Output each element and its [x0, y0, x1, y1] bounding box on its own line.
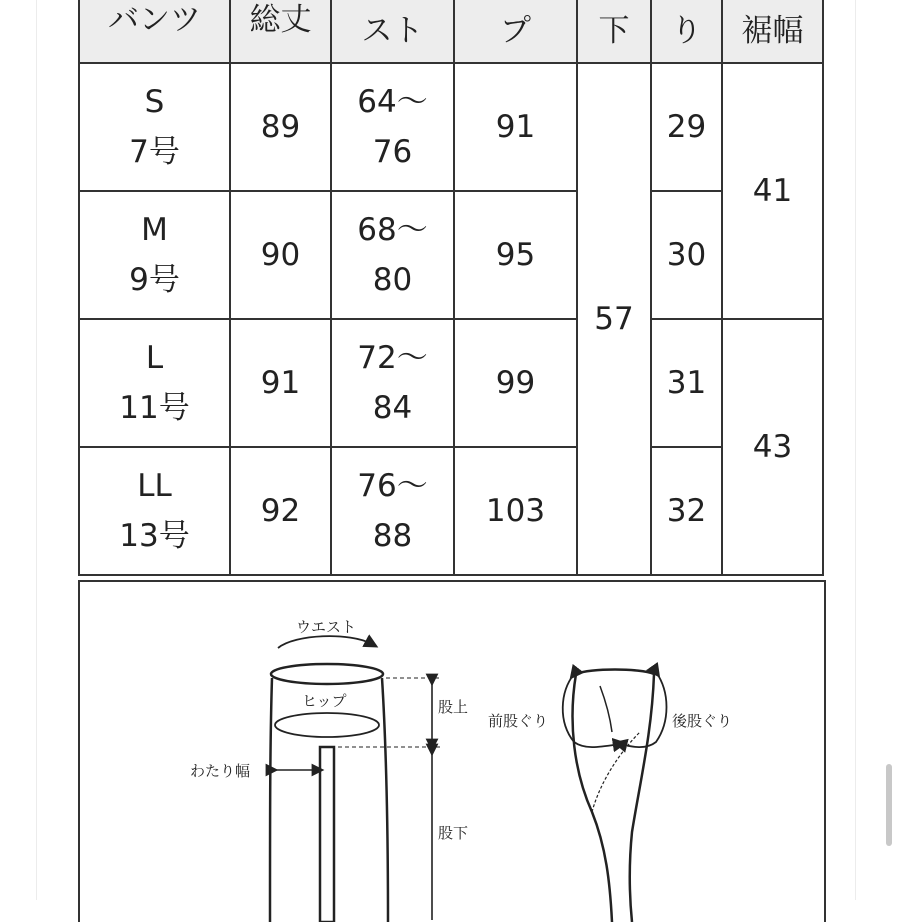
- side-pants-outline: [573, 670, 654, 922]
- size-cell: [79, 319, 230, 447]
- size-cell: [79, 63, 230, 191]
- total-length-cell: 90: [230, 191, 331, 319]
- header-hip: プ: [454, 0, 577, 63]
- waist-cell: 68〜 80: [331, 191, 454, 319]
- total-length-cell: 91: [230, 319, 331, 447]
- table-row: [79, 63, 823, 191]
- total-length-cell: 92: [230, 447, 331, 575]
- pants-illustration: [80, 582, 824, 922]
- size-label: LL: [80, 461, 229, 511]
- hip-measure-ellipse: [275, 713, 379, 737]
- back-rise-arrow: [620, 672, 667, 747]
- table-header-row: [79, 0, 823, 63]
- size-number: 13号: [80, 511, 229, 561]
- header-total-length: 総丈: [230, 0, 331, 63]
- thigh-cell: 30: [651, 191, 722, 319]
- hip-cell: 99: [454, 319, 577, 447]
- measurement-diagram: [78, 580, 826, 922]
- waist-cell: 64〜 76: [331, 63, 454, 191]
- back-rise-label: 後股ぐり: [672, 712, 732, 730]
- vertical-scrollbar[interactable]: [886, 764, 892, 846]
- size-cell: [79, 447, 230, 575]
- table-row: [79, 191, 823, 319]
- thigh-label: わたり幅: [190, 762, 250, 780]
- total-length-cell: 89: [230, 63, 331, 191]
- inseam-label: 股下: [438, 824, 468, 842]
- waist-arrow: [278, 636, 372, 648]
- hip-cell: 91: [454, 63, 577, 191]
- table-row: [79, 447, 823, 575]
- thigh-cell: 31: [651, 319, 722, 447]
- front-rise-label: 前股ぐり: [488, 712, 548, 730]
- hem-width-cell: 43: [722, 319, 823, 575]
- waist-label: ウエスト: [296, 618, 356, 636]
- rise-label: 股上: [438, 698, 468, 716]
- hip-cell: 103: [454, 447, 577, 575]
- thigh-cell: 32: [651, 447, 722, 575]
- header-hem-width: 裾幅: [722, 0, 823, 63]
- header-thigh: り: [651, 0, 722, 63]
- size-chart-table: [78, 0, 824, 576]
- hip-label: ヒップ: [302, 692, 347, 710]
- header-waist: スト: [331, 0, 454, 63]
- header-pants: バンツ: [79, 0, 230, 63]
- size-number: 7号: [80, 127, 229, 177]
- size-number: 9号: [80, 255, 229, 305]
- waist-cell: 72〜 84: [331, 319, 454, 447]
- table-row: [79, 319, 823, 447]
- size-label: L: [80, 333, 229, 383]
- inseam-cell: 57: [577, 63, 651, 575]
- size-label: M: [80, 205, 229, 255]
- size-number: 11号: [80, 383, 229, 433]
- header-inseam: 下: [577, 0, 651, 63]
- size-cell: [79, 191, 230, 319]
- size-label: S: [80, 77, 229, 127]
- hem-width-cell: 41: [722, 63, 823, 319]
- waist-cell: 76〜 88: [331, 447, 454, 575]
- thigh-cell: 29: [651, 63, 722, 191]
- hip-cell: 95: [454, 191, 577, 319]
